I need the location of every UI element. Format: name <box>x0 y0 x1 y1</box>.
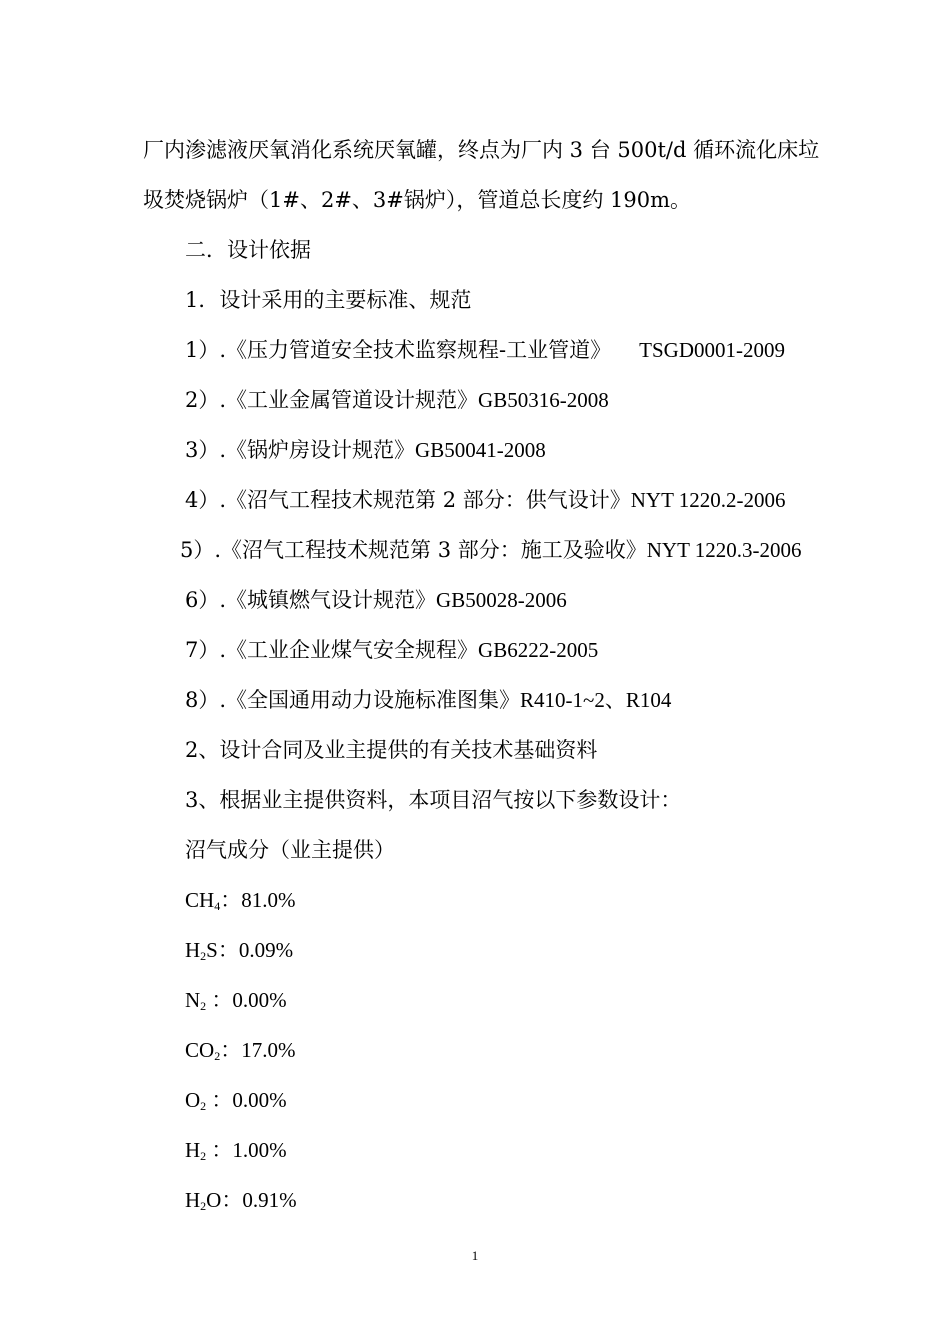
formula-base: CH <box>185 888 215 912</box>
formula-subscript: 2 <box>200 949 207 963</box>
standard-name: 《工业企业煤气安全规程》 <box>226 638 479 662</box>
formula-base: O <box>185 1088 201 1112</box>
separator: ： <box>220 888 242 912</box>
subsection-heading: 1．设计采用的主要标准、规范 <box>185 288 472 312</box>
standard-code: GB50028-2006 <box>436 588 567 612</box>
composition-value: 0.91% <box>242 1188 297 1212</box>
formula-base: N <box>185 988 201 1012</box>
section-heading: 二．设计依据 <box>185 238 311 262</box>
composition-item <box>185 885 295 915</box>
standard-item <box>185 435 546 465</box>
standard-code: TSGD0001-2009 <box>639 338 785 362</box>
standard-name: 《沼气工程技术规范第 3 部分：施工及验收》 <box>221 538 647 562</box>
composition-item <box>185 1135 287 1165</box>
separator: ： <box>206 1088 233 1112</box>
composition-value: 0.00% <box>232 988 287 1012</box>
standard-prefix: 2）. <box>185 388 227 412</box>
composition-heading: 沼气成分（业主提供） <box>185 838 395 862</box>
standard-name: 《城镇燃气设计规范》 <box>226 588 437 612</box>
standard-name: 《锅炉房设计规范》 <box>226 438 416 462</box>
standard-prefix: 4）. <box>185 488 227 512</box>
composition-value: 81.0% <box>241 888 296 912</box>
standard-prefix: 3）. <box>185 438 227 462</box>
standard-prefix: 6）. <box>185 588 227 612</box>
composition-value: 17.0% <box>241 1038 296 1062</box>
formula-subscript: 2 <box>214 1049 221 1063</box>
intro-line-2: 圾焚烧锅炉（1#、2#、3#锅炉），管道总长度约 190m。 <box>143 188 692 212</box>
standard-prefix: 7）. <box>185 638 227 662</box>
standard-name: 《压力管道安全技术监察规程-工业管道》 <box>226 338 612 362</box>
item-2: 2、设计合同及业主提供的有关技术基础资料 <box>185 738 598 762</box>
formula-rest: O <box>206 1188 222 1212</box>
standard-code: R410-1~2、R104 <box>520 688 672 712</box>
standard-item <box>185 685 671 715</box>
standard-code: NYT 1220.2-2006 <box>630 488 786 512</box>
separator: ： <box>206 988 233 1012</box>
formula-subscript: 2 <box>200 1149 207 1163</box>
separator: ： <box>217 938 239 962</box>
standard-name: 《沼气工程技术规范第 2 部分：供气设计》 <box>226 488 631 512</box>
standard-item <box>185 485 786 515</box>
separator: ： <box>206 1138 233 1162</box>
composition-item <box>185 985 287 1015</box>
formula-base: CO <box>185 1038 215 1062</box>
page-number: 1 <box>471 1248 479 1263</box>
standard-name: 《全国通用动力设施标准图集》 <box>226 688 521 712</box>
standard-code: GB50316-2008 <box>478 388 609 412</box>
intro-line-1: 厂内渗滤液厌氧消化系统厌氧罐，终点为厂内 3 台 500t/d 循环流化床垃 <box>143 138 820 162</box>
formula-base: H <box>185 1188 201 1212</box>
formula-rest: S <box>206 938 218 962</box>
composition-value: 1.00% <box>232 1138 287 1162</box>
standard-name: 《工业金属管道设计规范》 <box>226 388 479 412</box>
formula-subscript: 2 <box>200 999 207 1013</box>
composition-value: 0.09% <box>238 938 294 962</box>
composition-item <box>185 1085 287 1115</box>
formula-subscript: 4 <box>214 899 221 913</box>
standard-code: GB6222-2005 <box>478 638 599 662</box>
formula-subscript: 2 <box>200 1199 207 1213</box>
standard-prefix: 1）. <box>185 338 227 362</box>
standard-code: NYT 1220.3-2006 <box>646 538 802 562</box>
standard-item <box>185 335 785 365</box>
formula-subscript: 2 <box>200 1099 207 1113</box>
formula-base: H <box>185 938 201 962</box>
composition-item <box>185 935 293 965</box>
standard-prefix: 5）. <box>180 538 222 562</box>
standard-item <box>185 385 609 415</box>
standard-code: GB50041-2008 <box>415 438 546 462</box>
separator: ： <box>221 1188 243 1212</box>
composition-value: 0.00% <box>232 1088 287 1112</box>
composition-item <box>185 1035 295 1065</box>
standard-item <box>180 535 802 565</box>
composition-item <box>185 1185 297 1215</box>
standard-item <box>185 635 598 665</box>
item-3: 3、根据业主提供资料，本项目沼气按以下参数设计： <box>185 788 682 812</box>
standard-prefix: 8）. <box>185 688 227 712</box>
standard-item <box>185 585 567 615</box>
separator: ： <box>220 1038 242 1062</box>
formula-base: H <box>185 1138 201 1162</box>
